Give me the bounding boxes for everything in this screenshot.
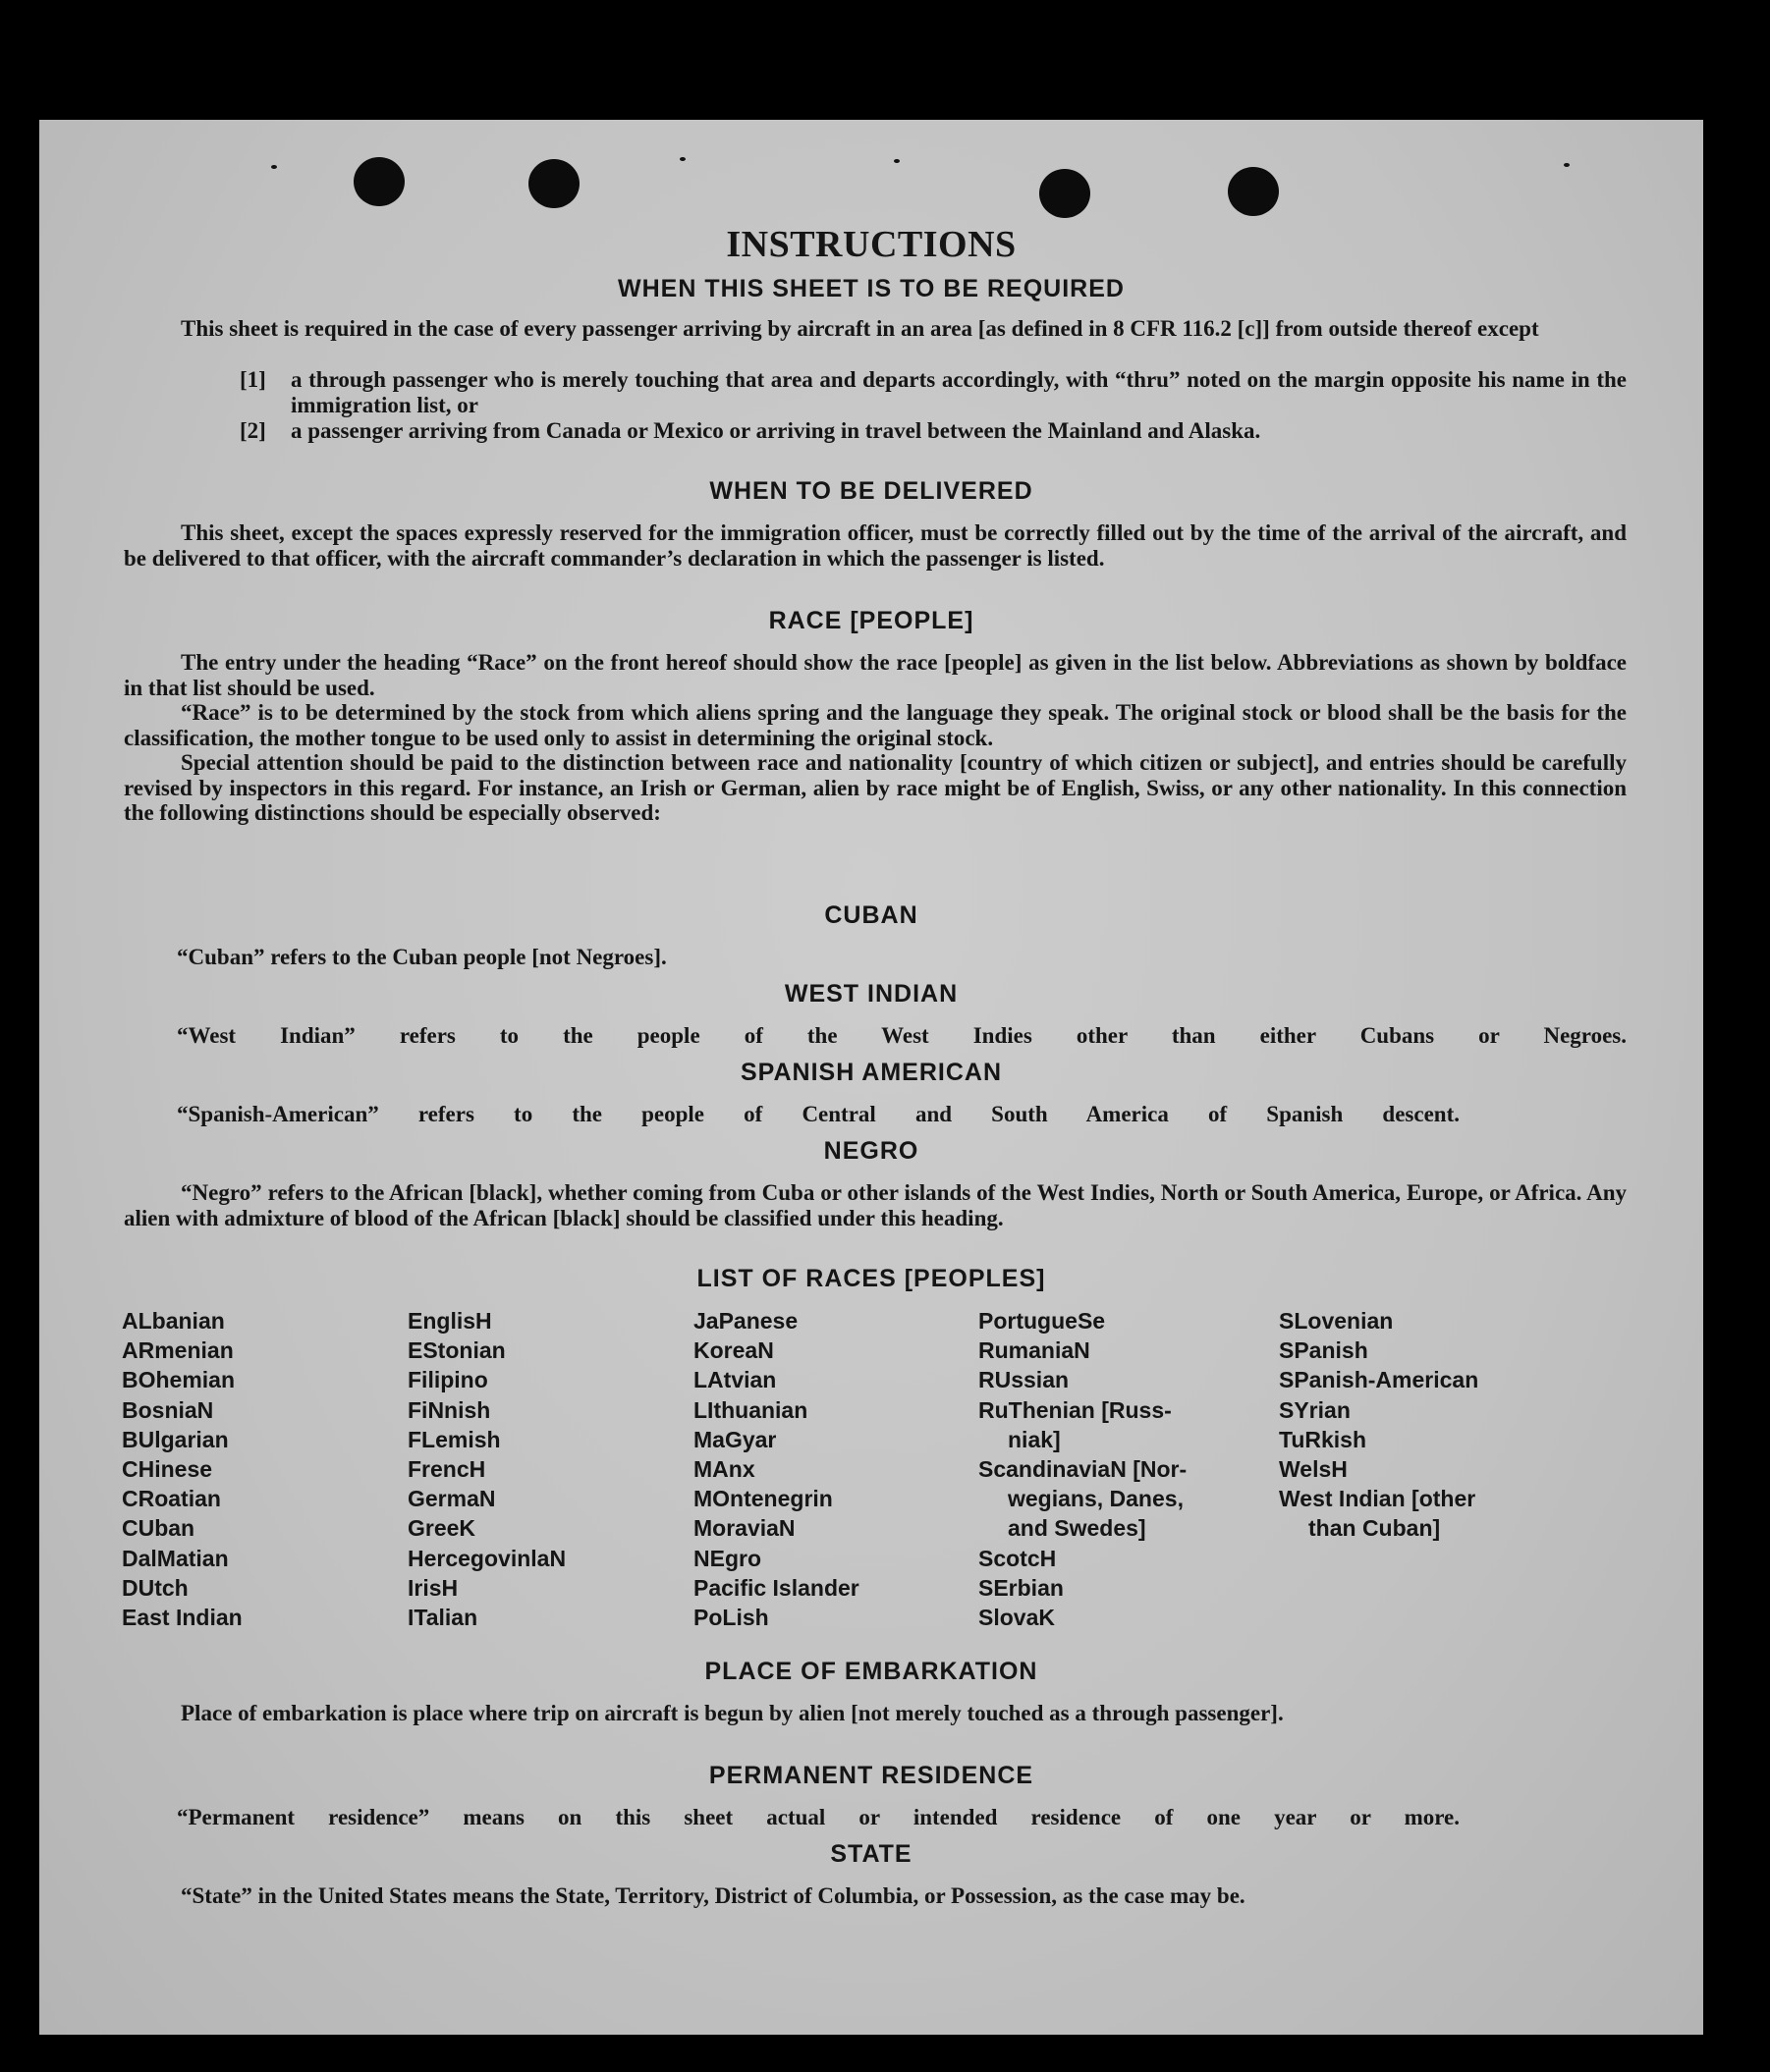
race-list-item: WelsH (1279, 1456, 1348, 1483)
punch-hole (354, 157, 405, 206)
paragraph: “West Indian” refers to the people of the West Indies other than either Cubans or Negroes. (177, 1023, 1627, 1048)
paragraph: This sheet is required in the case of every passenger arriving by aircraft in an area [as defined in 8 CFR 116.2 [c]] from outside thereof except (181, 316, 1539, 341)
section-heading: SPANISH AMERICAN (740, 1059, 1002, 1086)
race-list-item: ScandinaviaN [Nor- (978, 1456, 1188, 1483)
race-list-item: FLemish (408, 1426, 501, 1452)
section-heading: PERMANENT RESIDENCE (708, 1762, 1034, 1789)
paragraph: “Cuban” refers to the Cuban people [not Negroes]. (177, 945, 667, 969)
race-list-item: TuRkish (1279, 1426, 1367, 1452)
race-list-item: PoLish (693, 1605, 769, 1631)
race-list-item: ITalian (408, 1605, 478, 1631)
race-list-item: ScotcH (978, 1545, 1057, 1571)
race-list-item: SlovaK (978, 1605, 1055, 1631)
section-heading: PLACE OF EMBARKATION (704, 1658, 1038, 1685)
race-list-item: LAtvian (693, 1367, 777, 1393)
document-page (39, 120, 1703, 2035)
race-list-item: IrisH (408, 1574, 459, 1601)
paragraph: Place of embarkation is place where trip on aircraft is begun by alien [not merely touched as a through passenger]. (181, 1701, 1284, 1725)
section-heading: STATE (830, 1840, 913, 1868)
race-list-item: BosniaN (122, 1396, 214, 1423)
list-marker: [1] (240, 367, 266, 392)
race-column (978, 1306, 1187, 1632)
race-list-item: HercegovinlaN (408, 1545, 567, 1571)
paragraph: “Permanent residence” means on this sheet actual or intended residence of one year or more. (177, 1805, 1460, 1829)
race-list-item: CRoatian (122, 1486, 221, 1512)
paragraph: “Spanish-American” refers to the people of Central and South America of Spanish descent. (177, 1102, 1460, 1126)
race-list-item: wegians, Danes, (1008, 1486, 1184, 1512)
race-list-item: CHinese (122, 1456, 213, 1483)
page-title: INSTRUCTIONS (726, 224, 1017, 265)
race-list-item: MaGyar (693, 1426, 777, 1452)
section-heading: WHEN TO BE DELIVERED (709, 477, 1033, 505)
paragraph: This sheet, except the spaces expressly reserved for the immigration officer, must be correctly filled out by the time of the arrival of the aircraft, and be delivered to that officer, with the aircraft commander’s declaration in which the passenger is listed. (124, 520, 1627, 571)
race-list-item: EStonian (408, 1337, 506, 1364)
race-column (408, 1306, 566, 1632)
race-list-item: West Indian [other (1279, 1486, 1476, 1512)
list-item: a through passenger who is merely touching that area and departs accordingly, with “thru” noted on the margin opposite his name in the immigration list, or (291, 367, 1627, 417)
race-list-item: Filipino (408, 1367, 488, 1393)
race-list-item: BUlgarian (122, 1426, 229, 1452)
section-heading: RACE [PEOPLE] (768, 607, 974, 634)
race-list-item: MAnx (693, 1456, 755, 1483)
race-list-item: BOhemian (122, 1367, 236, 1393)
race-list-item: PortugueSe (978, 1308, 1106, 1334)
race-list-item: ARmenian (122, 1337, 234, 1364)
race-list-item: ALbanian (122, 1308, 225, 1334)
race-list-item: than Cuban] (1308, 1515, 1441, 1542)
race-list-item: RUssian (978, 1367, 1070, 1393)
race-list-item: MoraviaN (693, 1515, 796, 1542)
list-item: a passenger arriving from Canada or Mexico or arriving in travel between the Mainland and Alaska. (291, 418, 1261, 443)
race-list-item: LIthuanian (693, 1396, 808, 1423)
race-list-item: GreeK (408, 1515, 476, 1542)
race-list-item: and Swedes] (1008, 1515, 1146, 1542)
race-list-item: FrencH (408, 1456, 486, 1483)
race-list-item: RuThenian [Russ- (978, 1396, 1172, 1423)
section-heading: LIST OF RACES [PEOPLES] (696, 1265, 1046, 1292)
race-list-item: SPanish (1279, 1337, 1368, 1364)
race-list-item: JaPanese (693, 1308, 799, 1334)
race-list-item: MOntenegrin (693, 1486, 833, 1512)
race-list-item: SLovenian (1279, 1308, 1394, 1334)
race-column (122, 1306, 243, 1632)
race-list-item: KoreaN (693, 1337, 774, 1364)
section-heading: WEST INDIAN (784, 980, 959, 1008)
list-marker: [2] (240, 418, 266, 443)
race-list-item: Pacific Islander (693, 1574, 859, 1601)
paragraph: The entry under the heading “Race” on the front hereof should show the race [people] as given in the list below. Abbreviations as shown by boldface in that list should be used. “Race” is to be determined by the stock from which aliens spring and the language they speak. The original stock or blood shall be the basis for the classification, the mother tongue to be used only to assist in determining the original stock. Special attention should be paid to the distinction between race and nationality [country of which citizen or subject], and entries should be carefully revised by inspectors in this regard. For instance, an Irish or German, alien by race might be of English, Swiss, or any other nationality. In this connection the following distinctions should be especially observed: (124, 650, 1627, 825)
race-list-item: DUtch (122, 1574, 189, 1601)
race-column (1279, 1306, 1478, 1544)
race-list-item: CUban (122, 1515, 195, 1542)
race-list-item: GermaN (408, 1486, 496, 1512)
paragraph: “Negro” refers to the African [black], whether coming from Cuba or other islands of the West Indies, North or South America, Europe, or Africa. Any alien with admixture of blood of the African [black] should be classified under this heading. (124, 1180, 1627, 1230)
punch-hole (528, 159, 580, 208)
race-list-item: SPanish-American (1279, 1367, 1479, 1393)
punch-hole (1039, 169, 1090, 218)
section-heading: NEGRO (823, 1137, 919, 1165)
punch-hole (1228, 167, 1279, 216)
race-list-item: East Indian (122, 1605, 243, 1631)
section-heading: CUBAN (824, 901, 918, 929)
race-list-item: RumaniaN (978, 1337, 1090, 1364)
race-list-item: DalMatian (122, 1545, 229, 1571)
race-column (693, 1306, 859, 1632)
race-list-item: EnglisH (408, 1308, 492, 1334)
race-list-item: SYrian (1279, 1396, 1351, 1423)
race-list-item: NEgro (693, 1545, 761, 1571)
race-list-item: niak] (1008, 1426, 1061, 1452)
section-heading: WHEN THIS SHEET IS TO BE REQUIRED (618, 275, 1125, 302)
paragraph: “State” in the United States means the State, Territory, District of Columbia, or Possession, as the case may be. (181, 1883, 1245, 1908)
race-list-item: FiNnish (408, 1396, 491, 1423)
race-list-item: SErbian (978, 1574, 1064, 1601)
